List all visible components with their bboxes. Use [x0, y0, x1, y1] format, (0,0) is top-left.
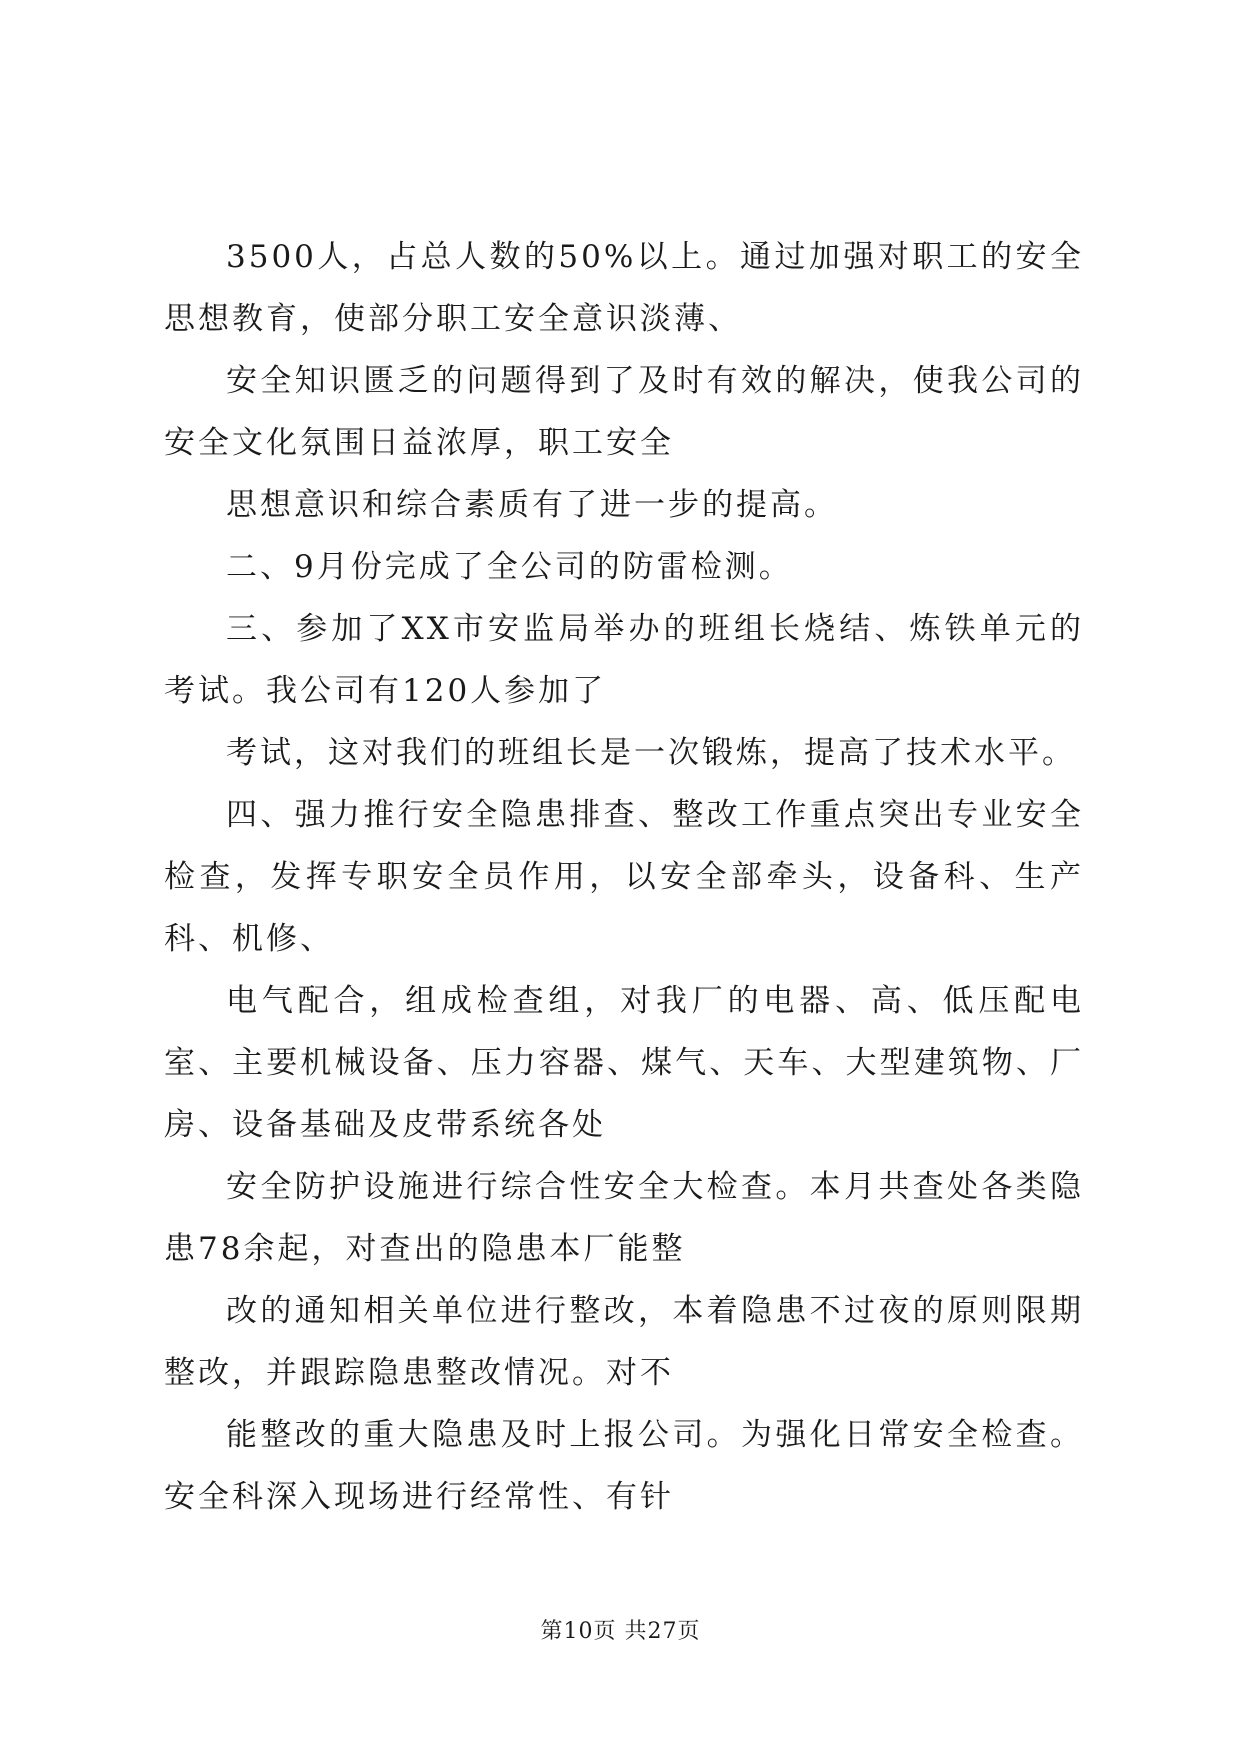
paragraph: 安全防护设施进行综合性安全大检查。本月共查处各类隐患78余起，对查出的隐患本厂能整 — [164, 1169, 1084, 1267]
paragraph: 二、9月份完成了全公司的防雷检测。 — [226, 549, 793, 585]
page-number-footer: 第10页 共27页 — [540, 1619, 701, 1644]
paragraph: 思想意识和综合素质有了进一步的提高。 — [226, 487, 838, 523]
paragraph: 电气配合，组成检查组，对我厂的电器、高、低压配电室、主要机械设备、压力容器、煤气、天车、大型建筑物、厂房、设备基础及皮带系统各处 — [164, 983, 1084, 1143]
paragraph: 能整改的重大隐患及时上报公司。为强化日常安全检查。安全科深入现场进行经常性、有针 — [164, 1417, 1084, 1515]
paragraph: 考试，这对我们的班组长是一次锻炼，提高了技术水平。 — [226, 735, 1076, 771]
document-body — [164, 226, 1084, 1528]
paragraph: 安全知识匮乏的问题得到了及时有效的解决，使我公司的安全文化氛围日益浓厚，职工安全 — [164, 363, 1084, 461]
paragraph: 三、参加了XX市安监局举办的班组长烧结、炼铁单元的考试。我公司有120人参加了 — [164, 611, 1084, 709]
paragraph: 四、强力推行安全隐患排查、整改工作重点突出专业安全检查，发挥专职安全员作用，以安全部牵头，设备科、生产科、机修、 — [164, 797, 1084, 957]
paragraph: 改的通知相关单位进行整改，本着隐患不过夜的原则限期整改，并跟踪隐患整改情况。对不 — [164, 1293, 1084, 1391]
paragraph: 3500人，占总人数的50%以上。通过加强对职工的安全思想教育，使部分职工安全意识淡薄、 — [164, 239, 1084, 337]
